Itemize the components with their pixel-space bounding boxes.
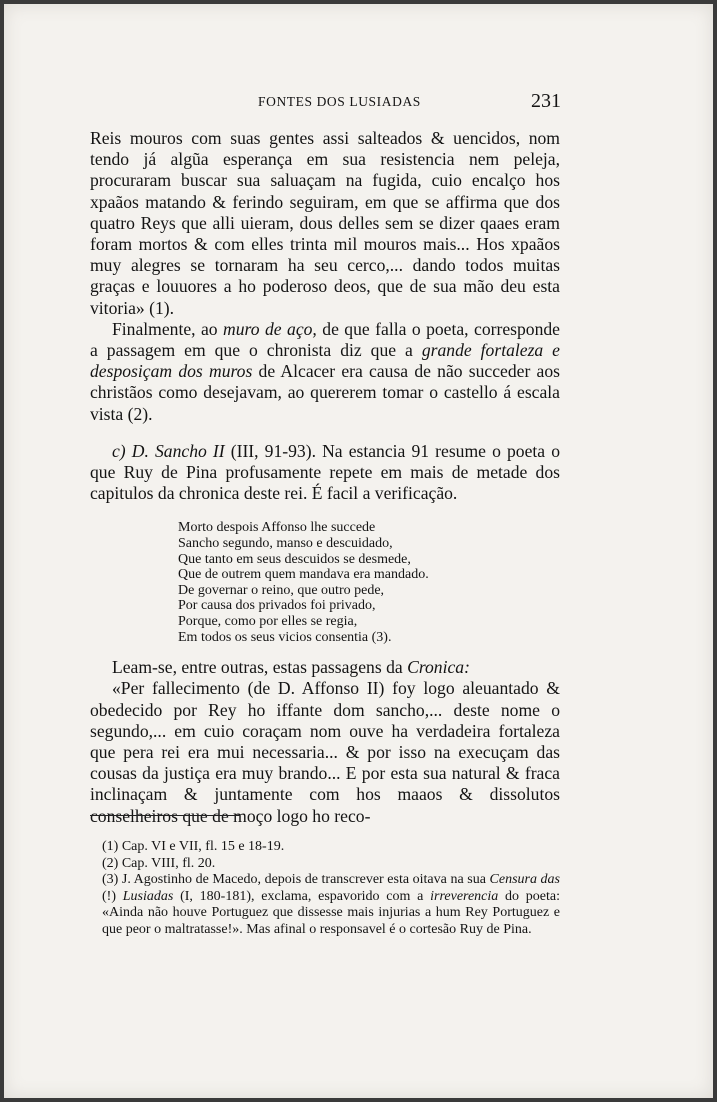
footnotes [102,839,560,939]
spacer [90,425,560,441]
running-header [4,90,713,116]
text-segment-italic: D. Sancho II [131,440,225,461]
text-segment: Reis mouros com suas gentes assi salteados & uencidos, nom tendo já algũa esperança em sua resistencia nem peleja, procuraram buscar sua saluaçam na fugida, cuio encalço hos xpaãos matando & ferindo seguiram, em que se affirma que dos quatro Reys que alli uieram, dous delles sem se dizer qaaes eram foram mortos & com elles trinta mil mouros mais... Hos xpaãos muy alegres se tornaram ha seu cerco,... dando todos muitas graças e louuores a ho poderoso deos, que de sua mão deu esta vitoria» (1). [90,128,560,318]
paragraph-sancho-ii [90,441,560,505]
verse-line: Que tanto em seus descuidos se desmede, [178,551,411,567]
text-segment-italic: muro de aço, [223,318,317,339]
paragraph-leam-se [90,657,560,678]
text-segment-italic: Censura das [489,872,561,888]
text-segment: de Alcacer era causa de não succeder aos christãos como desejavam, ao quererem tomar o castello á escala vista (2). [90,361,560,424]
text-segment: «Per fallecimento (de D. Affonso II) foy logo aleuantado & obedecido por Rey ho iffante dom sancho,... deste nome o segundo,... em cuio coraçam nom ouve ha verdadeira fortaleza que pera rei era mui necessaria... & por isso na execuçam das cousas da justiça era muy brando... E por esta sua natural & fraca inclinaçam & juntamente com hos maaos & dissolutos conselheiros que de moço logo ho reco- [90,678,560,826]
verse-line: Porque, como por elles se regia, [178,614,358,630]
verse-line: Em todos os seus vicios consentia (3). [178,629,392,645]
text-segment-italic: grande fortaleza e desposiçam dos muros [90,340,560,382]
page [4,4,713,1098]
text-segment-italic: Cronica: [407,657,470,678]
text-segment-italic: c) [112,440,132,461]
text-segment-italic: Lusiadas [122,888,174,904]
header-title: FONTES DOS LUSIADAS [258,94,421,109]
verse-line: Morto despois Affonso lhe succede [178,520,376,536]
page-number: 231 [531,90,561,112]
text-segment: (3) J. Agostinho de Macedo, depois de transcrever esta oitava na sua [102,872,490,888]
text-segment: (I, 180-181), exclama, espavorido com a [173,888,431,904]
verse-line: De governar o reino, que outro pede, [178,582,385,598]
text-segment-italic: irreverencia [430,888,499,904]
body-text [90,128,560,827]
text-segment: de que falla o poeta, corresponde a passagem em que o chronista diz que a [90,318,560,361]
verse-line: Que de outrem quem mandava era mandado. [178,567,429,583]
text-segment: Finalmente, ao [112,318,224,339]
text-segment: (III, 91-93). Na estancia 91 resume o poeta o que Ruy de Pina profusamente repete em mais de metade dos capitulos da chronica deste rei. É facil a verificação. [90,440,560,504]
text-segment: Leam-se, entre outras, estas passagens da [112,657,408,678]
footnote-2 [102,856,560,873]
verse-stanza [178,520,560,645]
footnote-1 [102,839,560,856]
text-segment: (1) Cap. VI e VII, fl. 15 e 18-19. [102,839,285,854]
text-segment: (!) [102,888,123,904]
text-segment: (2) Cap. VIII, fl. 20. [102,855,216,871]
text-segment: do poeta: «Ainda não houve Portuguez que dissesse mais injurias a hum Rey Portuguez e que peor o maltratasse!». Mas afinal o responsavel é o cortesão Ruy de Pina. [102,888,560,937]
paragraph-muro-de-aco [90,319,560,425]
verse-line: Sancho segundo, manso e descuidado, [178,536,393,552]
footnote-rule [90,815,240,816]
verse-line: Por causa dos privados foi privado, [178,598,376,614]
paragraph-cronica-quote [90,678,560,826]
footnote-3 [102,872,560,938]
paragraph-quote-end [90,128,560,319]
